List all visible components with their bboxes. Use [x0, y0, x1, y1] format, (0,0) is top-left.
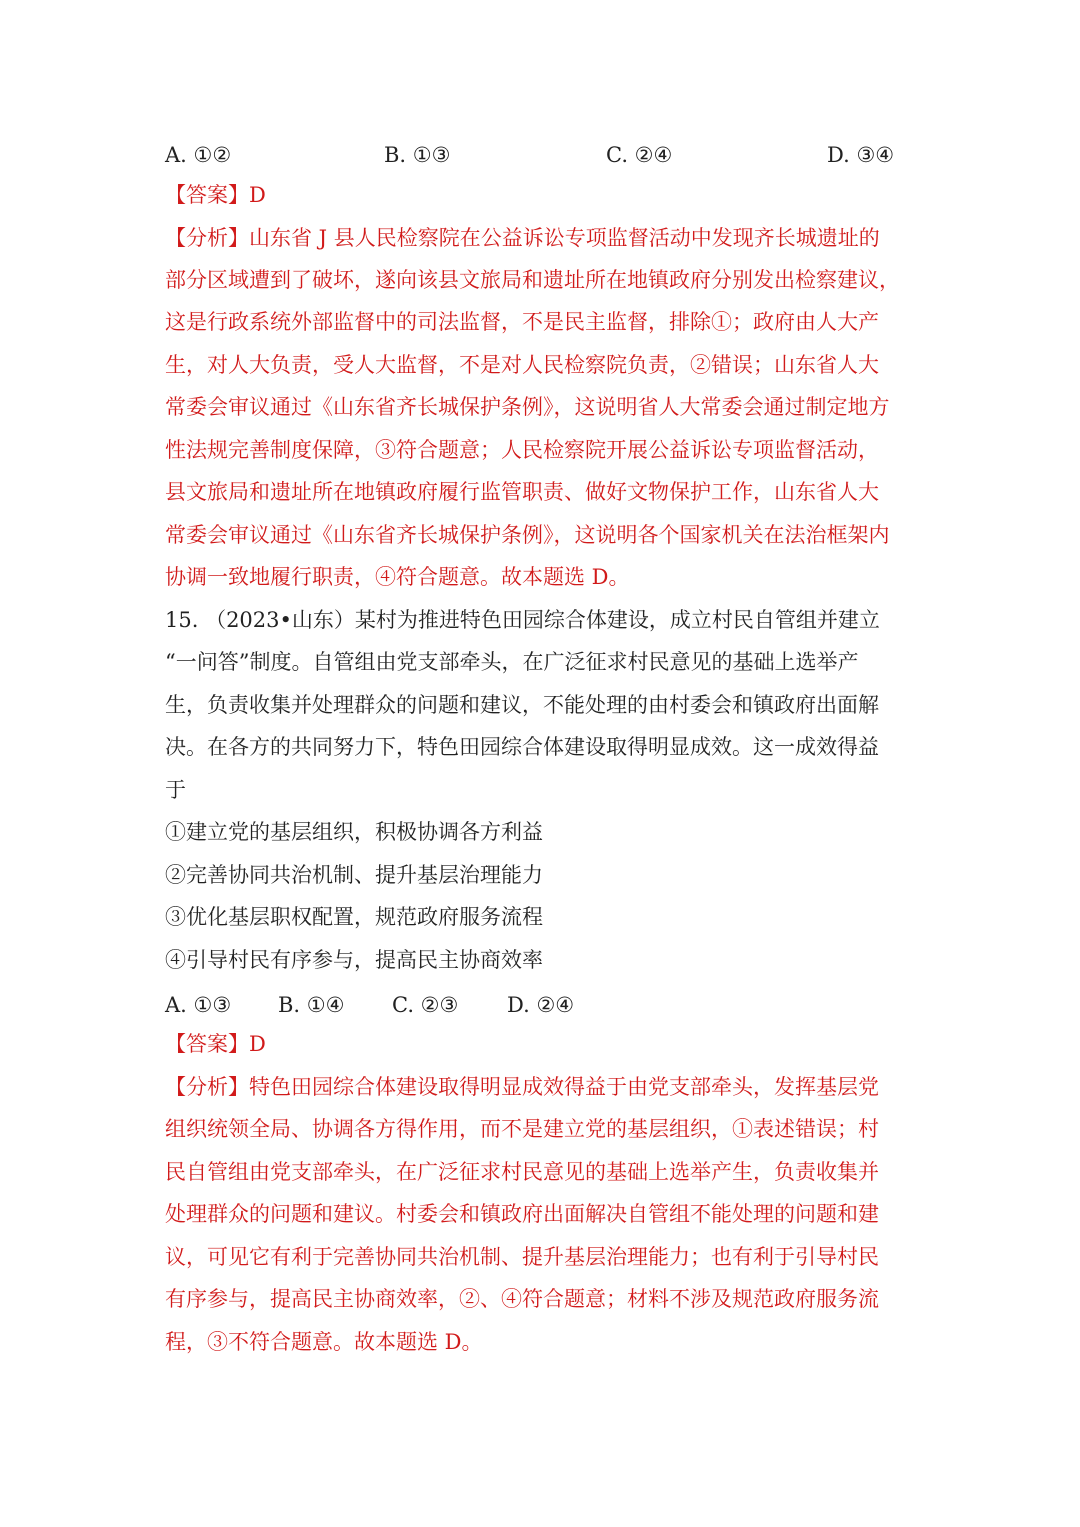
- q15-stem-line: 生，负责收集并处理群众的问题和建议，不能处理的由村委会和镇政府出面解: [165, 693, 879, 717]
- q14-option-c: C. ②④: [606, 143, 673, 167]
- q15-statement-1: ①建立党的基层组织，积极协调各方利益: [165, 820, 543, 844]
- q14-analysis-tag: 【分析】: [165, 226, 249, 250]
- q14-analysis-line: 性法规完善制度保障，③符合题意；人民检察院开展公益诉讼专项监督活动，: [165, 438, 879, 462]
- q15-analysis-text: 特色田园综合体建设取得明显成效得益于由党支部牵头，发挥基层党: [249, 1075, 879, 1099]
- q15-answer: [165, 1029, 266, 1059]
- q15-option-c: C. ②③: [392, 993, 459, 1017]
- q15-statement-3: ③优化基层职权配置，规范政府服务流程: [165, 905, 543, 929]
- q14-answer: [165, 180, 266, 210]
- q14-analysis-line: 常委会审议通过《山东省齐长城保护条例》，这说明省人大常委会通过制定地方: [165, 395, 890, 419]
- q15-analysis-line: 组织统领全局、协调各方得作用，而不是建立党的基层组织，①表述错误；村: [165, 1117, 879, 1141]
- q14-analysis-line: 这是行政系统外部监督中的司法监督，不是民主监督，排除①；政府由人大产: [165, 310, 879, 334]
- q14-analysis-line: 生，对人大负责，受人大监督，不是对人民检察院负责，②错误；山东省人大: [165, 353, 879, 377]
- q15-stem-line: 于: [165, 778, 186, 802]
- q14-option-a: A. ①②: [165, 143, 232, 167]
- q15-analysis-line: [165, 1072, 879, 1102]
- q15-statement-4: ④引导村民有序参与，提高民主协商效率: [165, 948, 543, 972]
- q15-stem-line: 15. （2023•山东）某村为推进特色田园综合体建设，成立村民自管组并建立: [165, 608, 880, 632]
- q14-option-d: D. ③④: [827, 143, 895, 167]
- q15-statement-2: ②完善协同共治机制、提升基层治理能力: [165, 863, 543, 887]
- q15-analysis-line: 民自管组由党支部牵头，在广泛征求村民意见的基础上选举产生，负责收集并: [165, 1160, 879, 1184]
- q15-option-b: B. ①④: [278, 993, 345, 1017]
- q14-answer-value: D: [249, 183, 266, 207]
- q15-option-d: D. ②④: [507, 993, 575, 1017]
- q15-answer-value: D: [249, 1032, 266, 1056]
- q14-analysis-line: 县文旅局和遗址所在地镇政府履行监管职责、做好文物保护工作，山东省人大: [165, 480, 879, 504]
- q15-analysis-line: 程，③不符合题意。故本题选 D。: [165, 1330, 483, 1354]
- q15-option-a: A. ①③: [165, 993, 232, 1017]
- q14-analysis-text: 山东省 J 县人民检察院在公益诉讼专项监督活动中发现齐长城遗址的: [249, 226, 880, 250]
- q15-analysis-line: 议，可见它有利于完善协同共治机制、提升基层治理能力；也有利于引导村民: [165, 1245, 879, 1269]
- q14-analysis-line: [165, 223, 880, 253]
- q14-option-b: B. ①③: [384, 143, 451, 167]
- q14-analysis-line: 部分区域遭到了破坏，遂向该县文旅局和遗址所在地镇政府分别发出检察建议，: [165, 268, 900, 292]
- q15-answer-tag: 【答案】: [165, 1032, 249, 1056]
- q15-analysis-tag: 【分析】: [165, 1075, 249, 1099]
- q15-analysis-line: 有序参与，提高民主协商效率，②、④符合题意；材料不涉及规范政府服务流: [165, 1287, 879, 1311]
- q14-analysis-line: 常委会审议通过《山东省齐长城保护条例》，这说明各个国家机关在法治框架内: [165, 523, 890, 547]
- q14-answer-tag: 【答案】: [165, 183, 249, 207]
- q15-analysis-line: 处理群众的问题和建议。村委会和镇政府出面解决自管组不能处理的问题和建: [165, 1202, 879, 1226]
- q14-analysis-line: 协调一致地履行职责，④符合题意。故本题选 D。: [165, 565, 630, 589]
- q15-stem-line: “一问答”制度。自管组由党支部牵头，在广泛征求村民意见的基础上选举产: [165, 650, 859, 674]
- q15-stem-line: 决。在各方的共同努力下，特色田园综合体建设取得明显成效。这一成效得益: [165, 735, 879, 759]
